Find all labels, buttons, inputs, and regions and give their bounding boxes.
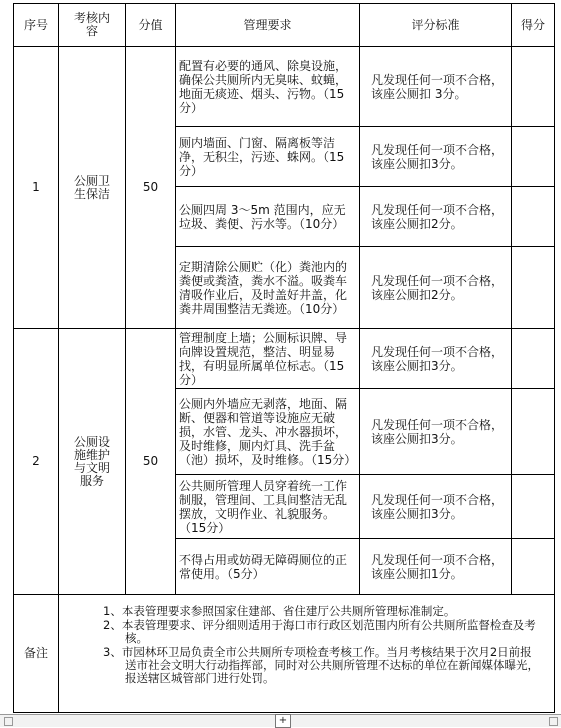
scoring-table-sheet [13, 3, 554, 713]
requirement-cell: 公厕四周 3～5m 范围内，应无垃圾、粪便、污水等。（10分） [176, 187, 360, 247]
note-item: 1、本表管理要求参照国家住建部、省住建厅公共厕所管理标准制定。 [103, 604, 456, 618]
requirement-cell: 配置有必要的通风、除臭设施，确保公共厕所内无臭味、蚊蝇，地面无痰迹、烟头、污物。（15分） [176, 47, 360, 127]
left-corner-handle[interactable] [4, 717, 13, 726]
criterion-cell: 凡发现任何一项不合格，该座公厕扣2分。 [360, 187, 512, 247]
criterion-cell: 凡发现任何一项不合格，该座公厕扣3分。 [360, 329, 512, 389]
note-item: 3、市园林环卫局负责全市公共厕所专项检查考核工作。当月考核结果于次月2日前报送市社会文明大行动指挥部，同时对公共厕所管理不达标的单位在新闻媒体曝光，报送辖区城管部门进行处罚。 [103, 645, 539, 685]
section-score: 50 [126, 329, 176, 595]
requirement-cell: 公厕内外墙应无剥落，地面、隔断、便器和管道等设施应无破损，水管、龙头、冲水器损坏，及时维修，厕内灯具、洗手盆（池）损坏，及时维修。（15分） [176, 389, 360, 475]
requirement-cell: 定期清除公厕贮（化）粪池内的粪便或粪渣，粪水不溢。吸粪车清吸作业后，及时盖好井盖，化粪井周围整洁无粪迹。（10分） [176, 247, 360, 329]
points-cell[interactable] [512, 329, 555, 389]
header-points: 得分 [512, 4, 555, 47]
section-seq: 2 [14, 329, 59, 595]
criterion-cell: 凡发现任何一项不合格，该座公厕扣3分。 [360, 475, 512, 539]
criterion-cell: 凡发现任何一项不合格，该座公厕扣3分。 [360, 389, 512, 475]
section-content: 公厕设施维护与文明服务 [59, 329, 126, 595]
requirement-cell: 厕内墙面、门窗、隔离板等洁净，无积尘，污迹、蛛网。（15分） [176, 127, 360, 187]
scoring-table [13, 3, 555, 713]
criterion-cell: 凡发现任何一项不合格，该座公厕扣 3分。 [360, 47, 512, 127]
header-requirements: 管理要求 [176, 4, 360, 47]
section-seq: 1 [14, 47, 59, 329]
criterion-cell: 凡发现任何一项不合格，该座公厕扣2分。 [360, 247, 512, 329]
add-row-button[interactable]: + [275, 714, 291, 728]
notes-label: 备注 [14, 595, 59, 713]
points-cell[interactable] [512, 539, 555, 595]
header-seq: 序号 [14, 4, 59, 47]
right-corner-handle[interactable] [549, 717, 558, 726]
note-item: 2、本表管理要求、评分细则适用于海口市行政区划范围内所有公共厕所监督检查及考核。 [103, 618, 536, 645]
points-cell[interactable] [512, 475, 555, 539]
criterion-cell: 凡发现任何一项不合格，该座公厕扣1分。 [360, 539, 512, 595]
table-row [14, 47, 555, 127]
points-cell[interactable] [512, 187, 555, 247]
points-cell[interactable] [512, 47, 555, 127]
header-content: 考核内容 [59, 4, 126, 47]
header-score: 分值 [126, 4, 176, 47]
requirement-cell: 不得占用或妨碍无障碍厕位的正常使用。（5分） [176, 539, 360, 595]
section-score: 50 [126, 47, 176, 329]
notes-row [14, 595, 555, 713]
header-row [14, 4, 555, 47]
points-cell[interactable] [512, 247, 555, 329]
notes-content [59, 595, 555, 713]
section-content: 公厕卫生保洁 [59, 47, 126, 329]
points-cell[interactable] [512, 389, 555, 475]
criterion-cell: 凡发现任何一项不合格，该座公厕扣3分。 [360, 127, 512, 187]
requirement-cell: 管理制度上墙；公厕标识牌、导向牌设置规范，整洁、明显易找，有明显所属单位标志。（15分） [176, 329, 360, 389]
requirement-cell: 公共厕所管理人员穿着统一工作制服，管理间、工具间整洁无乱摆放，文明作业、礼貌服务。（15分） [176, 475, 360, 539]
table-row [14, 329, 555, 389]
header-criteria: 评分标准 [360, 4, 512, 47]
points-cell[interactable] [512, 127, 555, 187]
